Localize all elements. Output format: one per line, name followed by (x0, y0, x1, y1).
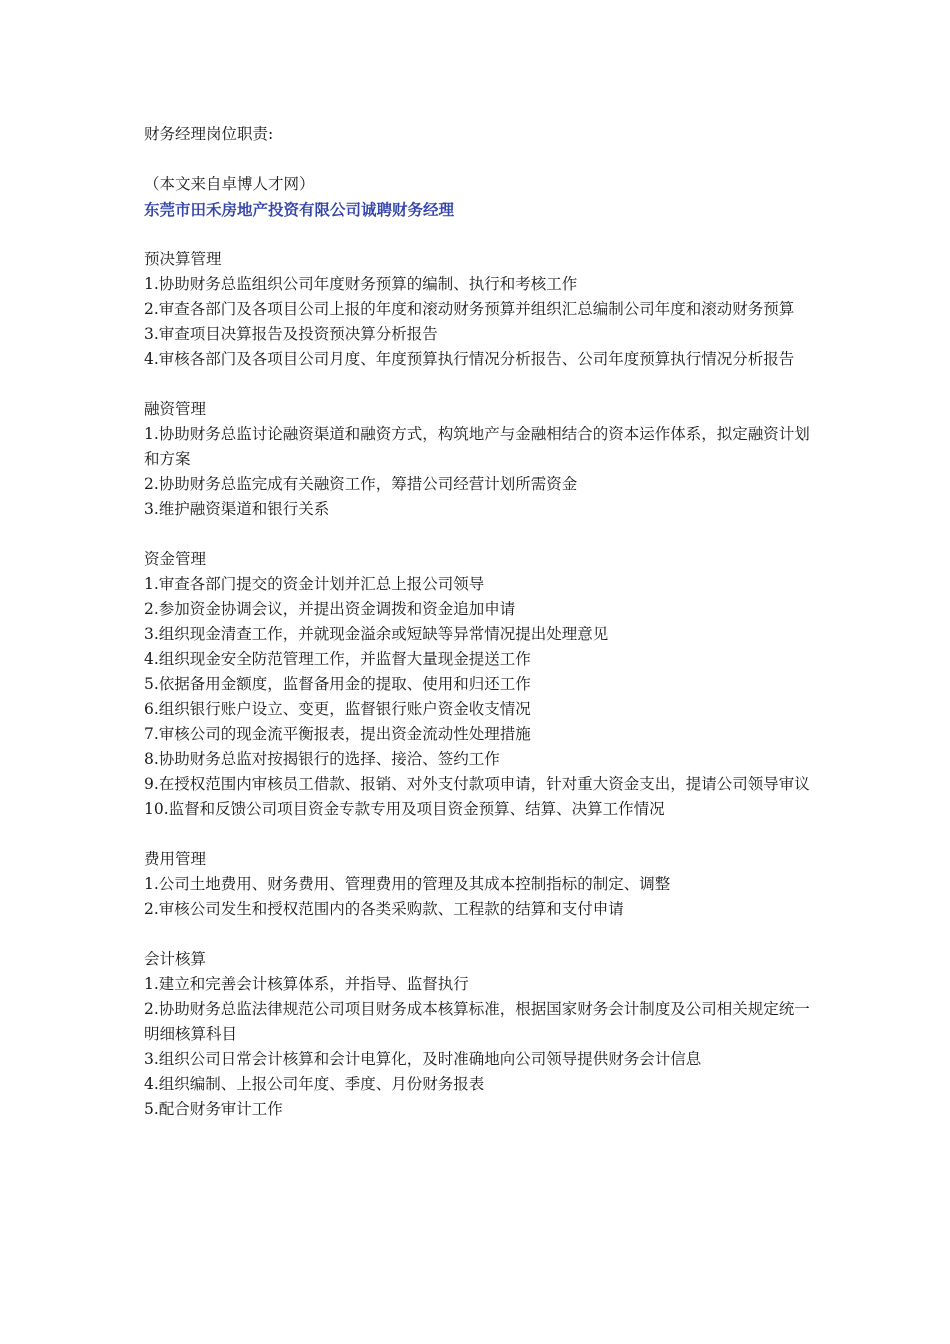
list-item: 1.公司土地费用、财务费用、管理费用的管理及其成本控制指标的制定、调整 (144, 875, 671, 893)
list-item: 1.审查各部门提交的资金计划并汇总上报公司领导 (144, 575, 485, 593)
source-note: （本文来自卓博人才网） (144, 175, 315, 193)
document-body (144, 122, 814, 1122)
section-accounting (144, 947, 814, 1122)
spacer (144, 372, 814, 397)
section-heading: 费用管理 (144, 850, 207, 868)
section-heading: 融资管理 (144, 400, 207, 418)
spacer (144, 222, 814, 247)
section-expenses (144, 847, 814, 922)
spacer (144, 822, 814, 847)
list-item: 5.依据备用金额度，监督备用金的提取、使用和归还工作 (144, 675, 531, 693)
list-item: 3.组织公司日常会计核算和会计电算化，及时准确地向公司领导提供财务会计信息 (144, 1050, 702, 1068)
list-item: 2.参加资金协调会议，并提出资金调拨和资金追加申请 (144, 600, 516, 618)
list-item: 8.协助财务总监对按揭银行的选择、接洽、签约工作 (144, 750, 500, 768)
list-item: 1.建立和完善会计核算体系，并指导、监督执行 (144, 975, 469, 993)
document-title: 财务经理岗位职责: (144, 125, 274, 143)
spacer (144, 922, 814, 947)
list-item: 1.协助财务总监组织公司年度财务预算的编制、执行和考核工作 (144, 275, 578, 293)
list-item: 6.组织银行账户设立、变更，监督银行账户资金收支情况 (144, 700, 531, 718)
list-item: 2.协助财务总监完成有关融资工作，筹措公司经营计划所需资金 (144, 475, 578, 493)
section-heading: 会计核算 (144, 950, 207, 968)
list-item: 3.审查项目决算报告及投资预决算分析报告 (144, 325, 438, 343)
list-item: 7.审核公司的现金流平衡报表，提出资金流动性处理措施 (144, 725, 531, 743)
section-heading: 资金管理 (144, 550, 207, 568)
list-item: 10.监督和反馈公司项目资金专款专用及项目资金预算、结算、决算工作情况 (144, 800, 665, 818)
list-item: 4.组织现金安全防范管理工作，并监督大量现金提送工作 (144, 650, 531, 668)
list-item: 3.维护融资渠道和银行关系 (144, 500, 330, 518)
section-heading: 预决算管理 (144, 250, 222, 268)
list-item: 4.审核各部门及各项目公司月度、年度预算执行情况分析报告、公司年度预算执行情况分析报告 (144, 350, 795, 368)
spacer (144, 522, 814, 547)
section-budget (144, 247, 814, 372)
list-item: 2.审查各部门及各项目公司上报的年度和滚动财务预算并组织汇总编制公司年度和滚动财务预算 (144, 300, 795, 318)
section-funds (144, 547, 814, 822)
spacer (144, 147, 814, 172)
section-financing (144, 397, 814, 522)
list-item: 9.在授权范围内审核员工借款、报销、对外支付款项申请，针对重大资金支出，提请公司领导审议 (144, 775, 810, 793)
list-item: 5.配合财务审计工作 (144, 1100, 283, 1118)
list-item: 3.组织现金清查工作，并就现金溢余或短缺等异常情况提出处理意见 (144, 625, 609, 643)
list-item: 2.协助财务总监法律规范公司项目财务成本核算标准，根据国家财务会计制度及公司相关规定统一明细核算科目 (144, 1000, 810, 1043)
list-item: 1.协助财务总监讨论融资渠道和融资方式，构筑地产与金融相结合的资本运作体系，拟定融资计划和方案 (144, 425, 810, 468)
list-item: 4.组织编制、上报公司年度、季度、月份财务报表 (144, 1075, 485, 1093)
list-item: 2.审核公司发生和授权范围内的各类采购款、工程款的结算和支付申请 (144, 900, 624, 918)
job-link[interactable]: 东莞市田禾房地产投资有限公司诚聘财务经理 (144, 200, 455, 219)
